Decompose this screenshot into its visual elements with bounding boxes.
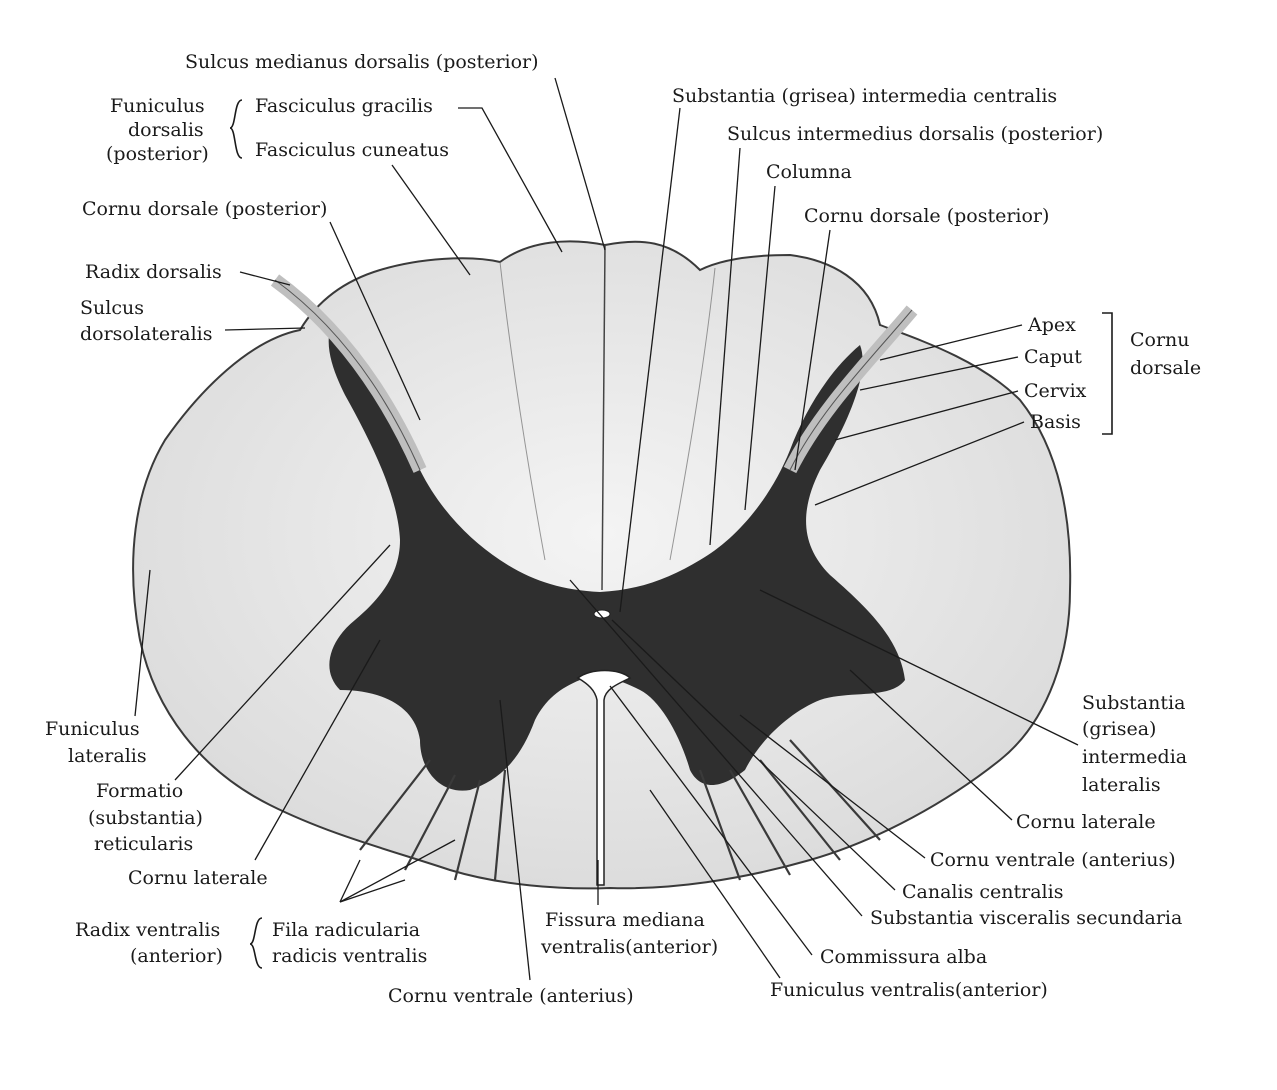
- brace-cornu-dorsale: [1102, 313, 1112, 434]
- label-fasciculus-gracilis: Fasciculus gracilis: [255, 95, 433, 117]
- label-fasciculus-cuneatus: Fasciculus cuneatus: [255, 139, 449, 161]
- label-intermedia-lateralis-2: (grisea): [1082, 718, 1157, 740]
- label-formatio-reticularis-1: Formatio: [96, 780, 184, 802]
- label-radix-ventralis-2: (anterior): [130, 945, 223, 967]
- label-formatio-reticularis-3: reticularis: [94, 833, 194, 855]
- label-funiculus-dorsalis-2: dorsalis: [128, 119, 204, 141]
- label-cornu-laterale-right: Cornu laterale: [1016, 811, 1156, 833]
- label-radix-dorsalis: Radix dorsalis: [85, 261, 222, 283]
- label-sulcus-dorsolateralis-2: dorsolateralis: [80, 323, 213, 345]
- label-sulcus-intermedius-dorsalis: Sulcus intermedius dorsalis (posterior): [727, 123, 1104, 145]
- label-funiculus-dorsalis-3: (posterior): [106, 143, 209, 165]
- label-cornu-dorsale-group-2: dorsale: [1130, 357, 1202, 379]
- label-cornu-ventrale-bottom: Cornu ventrale (anterius): [388, 985, 634, 1007]
- label-sulcus-medianus-dorsalis: Sulcus medianus dorsalis (posterior): [185, 51, 539, 73]
- label-sulcus-dorsolateralis-1: Sulcus: [80, 297, 144, 319]
- label-fissura-mediana-1: Fissura mediana: [545, 909, 705, 931]
- label-intermedia-lateralis-4: lateralis: [1082, 774, 1161, 796]
- label-basis: Basis: [1030, 411, 1081, 433]
- label-intermedia-lateralis-1: Substantia: [1082, 692, 1186, 714]
- label-cervix: Cervix: [1024, 380, 1087, 402]
- label-funiculus-lateralis-1: Funiculus: [45, 718, 140, 740]
- label-cornu-laterale-left: Cornu laterale: [128, 867, 268, 889]
- label-formatio-reticularis-2: (substantia): [88, 807, 203, 829]
- label-substantia-visceralis: Substantia visceralis secundaria: [870, 907, 1183, 929]
- label-commissura-alba: Commissura alba: [820, 946, 988, 968]
- label-caput: Caput: [1024, 346, 1082, 368]
- brace-funiculus-dorsalis: [230, 100, 242, 158]
- label-fila-radicularia-2: radicis ventralis: [272, 945, 428, 967]
- label-intermedia-lateralis-3: intermedia: [1082, 746, 1188, 768]
- label-fila-radicularia-1: Fila radicularia: [272, 919, 421, 941]
- label-cornu-dorsale-group-1: Cornu: [1130, 329, 1190, 351]
- label-cornu-dorsale-left: Cornu dorsale (posterior): [82, 198, 328, 220]
- label-canalis-centralis: Canalis centralis: [902, 881, 1064, 903]
- label-funiculus-ventralis: Funiculus ventralis(anterior): [770, 979, 1048, 1001]
- label-cornu-ventrale-right: Cornu ventrale (anterius): [930, 849, 1176, 871]
- label-funiculus-lateralis-2: lateralis: [68, 745, 147, 767]
- label-funiculus-dorsalis-1: Funiculus: [110, 95, 205, 117]
- label-radix-ventralis-1: Radix ventralis: [75, 919, 221, 941]
- label-columna: Columna: [766, 161, 852, 183]
- label-substantia-intermedia-centralis: Substantia (grisea) intermedia centralis: [672, 85, 1058, 107]
- label-apex: Apex: [1028, 314, 1076, 336]
- brace-radix-ventralis: [250, 918, 262, 968]
- label-cornu-dorsale-right: Cornu dorsale (posterior): [804, 205, 1050, 227]
- label-fissura-mediana-2: ventralis(anterior): [541, 936, 719, 958]
